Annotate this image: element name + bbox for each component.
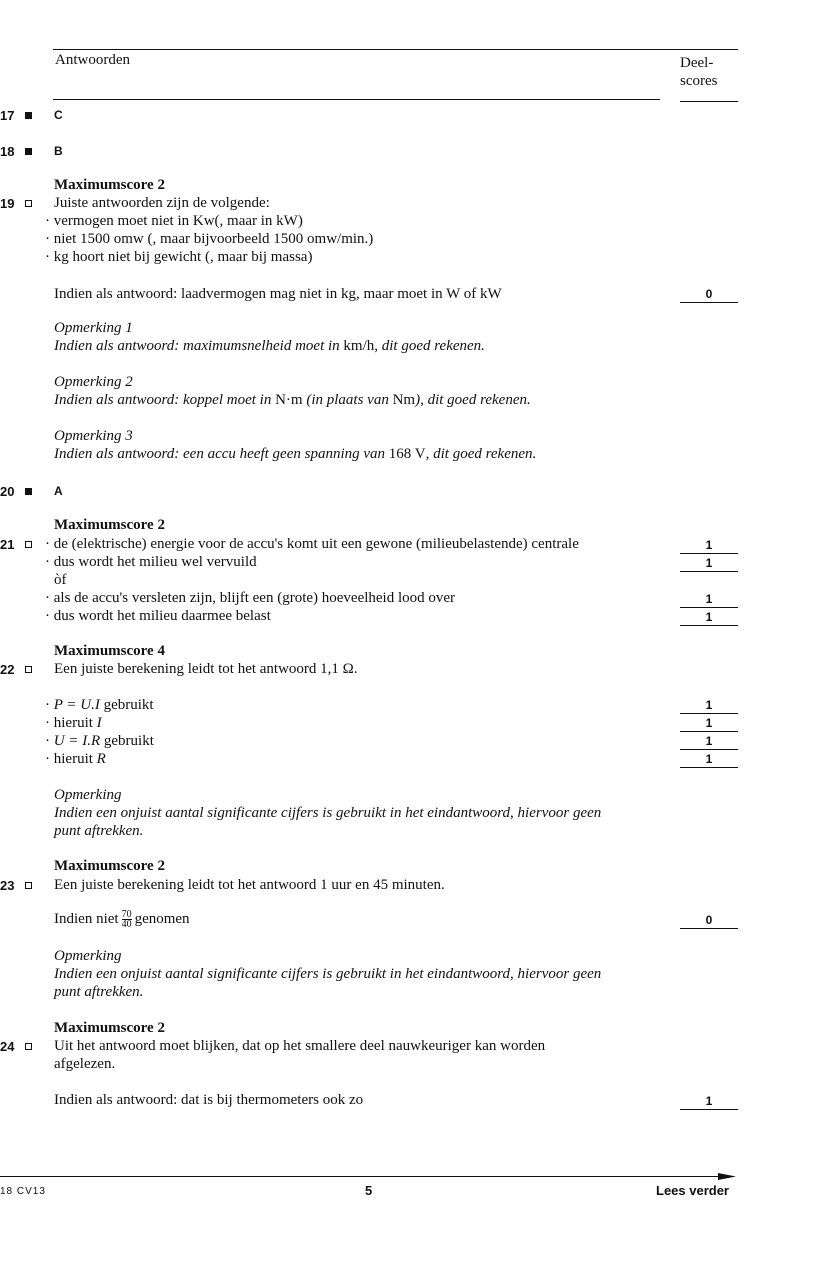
q19-indien: Indien als antwoord: laadvermogen mag niet in kg, maar moet in W of kW <box>54 286 502 302</box>
q19-bullet-3: · kg hoort niet bij gewicht (, maar bij massa) <box>45 249 313 265</box>
q19-indien-score: 0 <box>680 287 738 303</box>
header-deel: Deel- <box>680 55 714 71</box>
q22-bullet-3: · U = I.R gebruikt <box>45 733 154 749</box>
q21-score-3: 1 <box>680 592 738 608</box>
q23-indien-score: 0 <box>680 913 738 929</box>
header-antwoorden: Antwoorden <box>55 52 130 68</box>
open-question-marker <box>25 541 32 548</box>
question-number-24: 24 <box>0 1039 15 1054</box>
q22-opmerking-title: Opmerking <box>54 787 122 803</box>
open-question-marker <box>25 882 32 889</box>
answer-20: A <box>54 484 63 498</box>
q23-opmerking-line-1: Indien een onjuist aantal significante cijfers is gebruikt in het eindantwoord, hiervoor geen <box>54 966 602 982</box>
multiple-choice-marker <box>25 488 32 495</box>
q21-bullet-1: · de (elektrische) energie voor de accu's komt uit een gewone (milieubelastende) centrale <box>45 536 579 552</box>
q21-score-4: 1 <box>680 610 738 626</box>
q24-line-1: Uit het antwoord moet blijken, dat op het smallere deel nauwkeuriger kan worden <box>54 1038 546 1054</box>
q19-opmerking-2-title: Opmerking 2 <box>54 374 133 390</box>
q22-opmerking-line-2: punt aftrekken. <box>54 823 144 839</box>
fraction-70-40: $\frac{70}{40}$ <box>121 909 132 930</box>
q23-intro: Een juiste berekening leidt tot het antwoord 1 uur en 45 minuten. <box>54 877 445 893</box>
q22-opmerking-line-1: Indien een onjuist aantal significante cijfers is gebruikt in het eindantwoord, hiervoor geen <box>54 805 602 821</box>
question-number-18: 18 <box>0 144 15 159</box>
q21-bullet-4: · dus wordt het milieu daarmee belast <box>45 608 271 624</box>
q22-bullet-2: · hieruit I <box>45 715 102 731</box>
q21-bullet-2: · dus wordt het milieu wel vervuild <box>45 554 257 570</box>
q21-bullet-3: · als de accu's versleten zijn, blijft een (grote) hoeveelheid lood over <box>45 590 456 606</box>
max-score-23: Maximumscore 2 <box>54 858 165 874</box>
q19-intro: Juiste antwoorden zijn de volgende: <box>54 195 270 211</box>
q19-opmerking-3-text: Indien als antwoord: een accu heeft geen spanning van 168 V, dit goed rekenen. <box>54 446 537 462</box>
header-scores: scores <box>680 73 718 89</box>
question-number-22: 22 <box>0 662 15 677</box>
q22-score-2: 1 <box>680 716 738 732</box>
q19-opmerking-3-title: Opmerking 3 <box>54 428 133 444</box>
scores-header-rule <box>680 101 738 102</box>
open-question-marker <box>25 666 32 673</box>
answer-18: B <box>54 144 63 158</box>
q22-score-3: 1 <box>680 734 738 750</box>
q21-score-1: 1 <box>680 538 738 554</box>
max-score-21: Maximumscore 2 <box>54 517 165 533</box>
multiple-choice-marker <box>25 148 32 155</box>
q19-bullet-1: · vermogen moet niet in Kw(, maar in kW) <box>45 213 303 229</box>
q19-bullet-2: · niet 1500 omw (, maar bijvoorbeeld 1500 omw/min.) <box>45 231 374 247</box>
question-number-20: 20 <box>0 484 15 499</box>
q22-intro: Een juiste berekening leidt tot het antwoord 1,1 Ω. <box>54 661 358 677</box>
q19-opmerking-1-title: Opmerking 1 <box>54 320 133 336</box>
arrow-right-icon <box>718 1171 736 1182</box>
max-score-24: Maximumscore 2 <box>54 1020 165 1036</box>
open-question-marker <box>25 200 32 207</box>
q19-opmerking-1-text: Indien als antwoord: maximumsnelheid moet in km/h, dit goed rekenen. <box>54 338 485 354</box>
footer-code: 18 CV13 <box>0 1186 46 1197</box>
q24-line-2: afgelezen. <box>54 1056 116 1072</box>
q22-bullet-4: · hieruit R <box>45 751 106 767</box>
answer-17: C <box>54 108 63 122</box>
lees-verder: Lees verder <box>656 1183 729 1198</box>
footer-rule <box>0 1176 724 1177</box>
max-score-19: Maximumscore 2 <box>54 177 165 193</box>
max-score-22: Maximumscore 4 <box>54 643 165 659</box>
q23-opmerking-title: Opmerking <box>54 948 122 964</box>
question-number-23: 23 <box>0 878 15 893</box>
q23-indien: Indien niet $\frac{70}{40}$ genomen <box>54 909 190 930</box>
multiple-choice-marker <box>25 112 32 119</box>
q21-of: òf <box>54 572 67 588</box>
page-number: 5 <box>365 1183 373 1198</box>
question-number-17: 17 <box>0 108 15 123</box>
q23-opmerking-line-2: punt aftrekken. <box>54 984 144 1000</box>
q24-indien: Indien als antwoord: dat is bij thermometers ook zo <box>54 1092 364 1108</box>
q22-score-1: 1 <box>680 698 738 714</box>
header-top-rule <box>53 49 738 50</box>
q22-bullet-1: · P = U.I gebruikt <box>45 697 154 713</box>
q22-score-4: 1 <box>680 752 738 768</box>
q19-opmerking-2-text: Indien als antwoord: koppel moet in N·m (in plaats van Nm), dit goed rekenen. <box>54 392 531 408</box>
header-bottom-rule <box>53 99 660 100</box>
q21-score-2: 1 <box>680 556 738 572</box>
question-number-21: 21 <box>0 537 15 552</box>
q24-indien-score: 1 <box>680 1094 738 1110</box>
open-question-marker <box>25 1043 32 1050</box>
question-number-19: 19 <box>0 196 15 211</box>
